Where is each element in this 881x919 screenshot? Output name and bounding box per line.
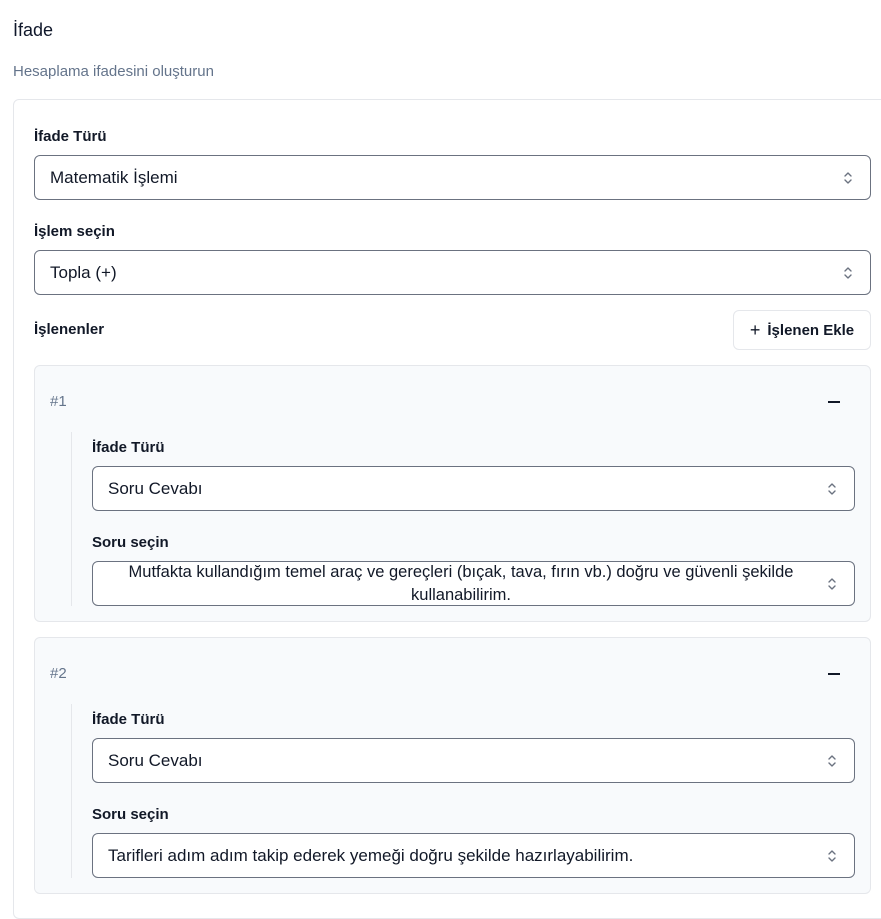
chevrons-up-down-icon — [826, 481, 838, 497]
operand-number: #1 — [50, 393, 67, 410]
chevrons-up-down-icon — [826, 753, 838, 769]
operation-select[interactable] — [34, 250, 871, 295]
operand-question-label: Soru seçin — [92, 806, 169, 823]
section-subtitle: Hesaplama ifadesini oluşturun — [13, 63, 214, 80]
operand-divider — [71, 432, 72, 606]
operand-question-select[interactable] — [92, 561, 855, 606]
operand-question-label: Soru seçin — [92, 534, 169, 551]
minus-icon[interactable] — [828, 396, 840, 408]
add-operand-label: İşlenen Ekle — [767, 321, 855, 339]
operation-value: Topla (+) — [50, 262, 117, 282]
operand-question-value: Tarifleri adım adım takip ederek yemeği doğru şekilde hazırlayabilirim. — [108, 845, 634, 865]
expression-type-label: İfade Türü — [34, 128, 107, 145]
chevrons-up-down-icon — [842, 170, 854, 186]
operand-divider — [71, 704, 72, 878]
plus-icon: + — [749, 320, 761, 340]
operand-type-value: Soru Cevabı — [108, 750, 203, 770]
expression-type-value: Matematik İşlemi — [50, 167, 178, 187]
minus-icon[interactable] — [828, 668, 840, 680]
operation-label: İşlem seçin — [34, 223, 115, 240]
chevrons-up-down-icon — [826, 576, 838, 592]
chevrons-up-down-icon — [826, 848, 838, 864]
operand-number: #2 — [50, 665, 67, 682]
chevrons-up-down-icon — [842, 265, 854, 281]
add-operand-button[interactable] — [733, 310, 871, 350]
operand-question-value: Mutfakta kullandığım temel araç ve gereçleri (bıçak, tava, fırın vb.) doğru ve güvenli şekilde kullanabilirim. — [128, 562, 794, 604]
operand-type-label: İfade Türü — [92, 711, 165, 728]
operand-type-value: Soru Cevabı — [108, 478, 203, 498]
operand-type-label: İfade Türü — [92, 439, 165, 456]
operand-type-select[interactable] — [92, 738, 855, 783]
expression-type-select[interactable] — [34, 155, 871, 200]
operand-question-select[interactable] — [92, 833, 855, 878]
operand-type-select[interactable] — [92, 466, 855, 511]
operands-label: İşlenenler — [34, 321, 105, 338]
section-title: İfade — [13, 20, 54, 40]
